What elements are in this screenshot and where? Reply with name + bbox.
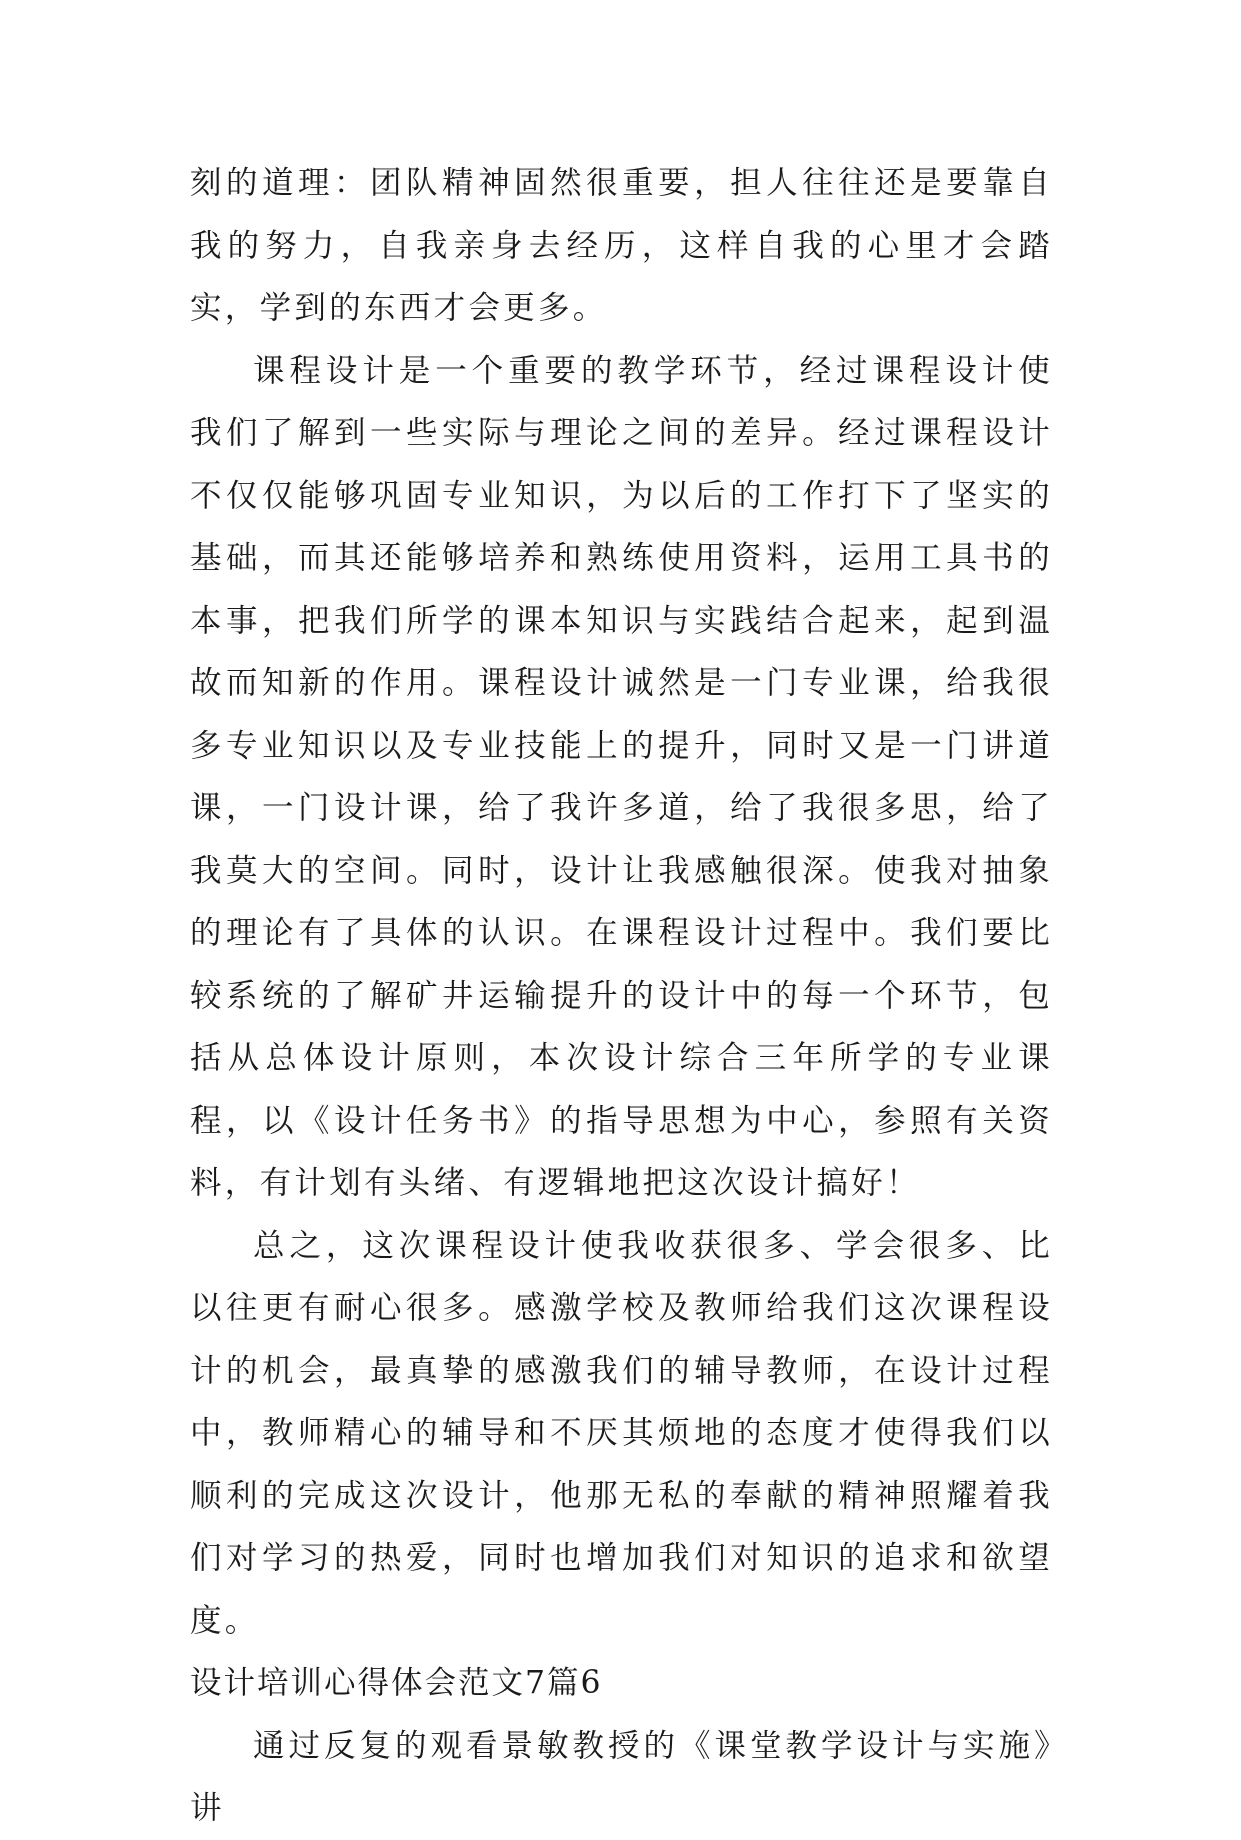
paragraph-conclusion: 总之，这次课程设计使我收获很多、学会很多、比以往更有耐心很多。感激学校及教师给我们这次课程设计的机会，最真挚的感激我们的辅导教师，在设计过程中，教师精心的辅导和不厌其烦地的态度才使得我们以顺利的完成这次设计，他那无私的奉献的精神照耀着我们对学习的热爱，同时也增加我们对知识的追求和欲望度。 bbox=[190, 1227, 1053, 1639]
document-body bbox=[190, 152, 1053, 1840]
section-heading: 设计培训心得体会范文7篇6 bbox=[190, 1665, 603, 1701]
paragraph-course-design: 课程设计是一个重要的教学环节，经过课程设计使我们了解到一些实际与理论之间的差异。经过课程设计不仅仅能够巩固专业知识，为以后的工作打下了坚实的基础，而其还能够培养和熟练使用资料，运用工具书的本事，把我们所学的课本知识与实践结合起来，起到温故而知新的作用。课程设计诚然是一门专业课，给我很多专业知识以及专业技能上的提升，同时又是一门讲道课，一门设计课，给了我许多道，给了我很多思，给了我莫大的空间。同时，设计让我感触很深。使我对抽象的理论有了具体的认识。在课程设计过程中。我们要比较系统的了解矿井运输提升的设计中的每一个环节，包括从总体设计原则，本次设计综合三年所学的专业课程，以《设计任务书》的指导思想为中心，参照有关资料，有计划有头绪、有逻辑地把这次设计搞好！ bbox=[190, 352, 1053, 1201]
paragraph-new-section: 通过反复的观看景敏教授的《课堂教学设计与实施》讲 bbox=[190, 1727, 1053, 1826]
paragraph-continuation: 刻的道理：团队精神固然很重要，担人往往还是要靠自我的努力，自我亲身去经历，这样自我的心里才会踏实，学到的东西才会更多。 bbox=[190, 165, 1053, 326]
